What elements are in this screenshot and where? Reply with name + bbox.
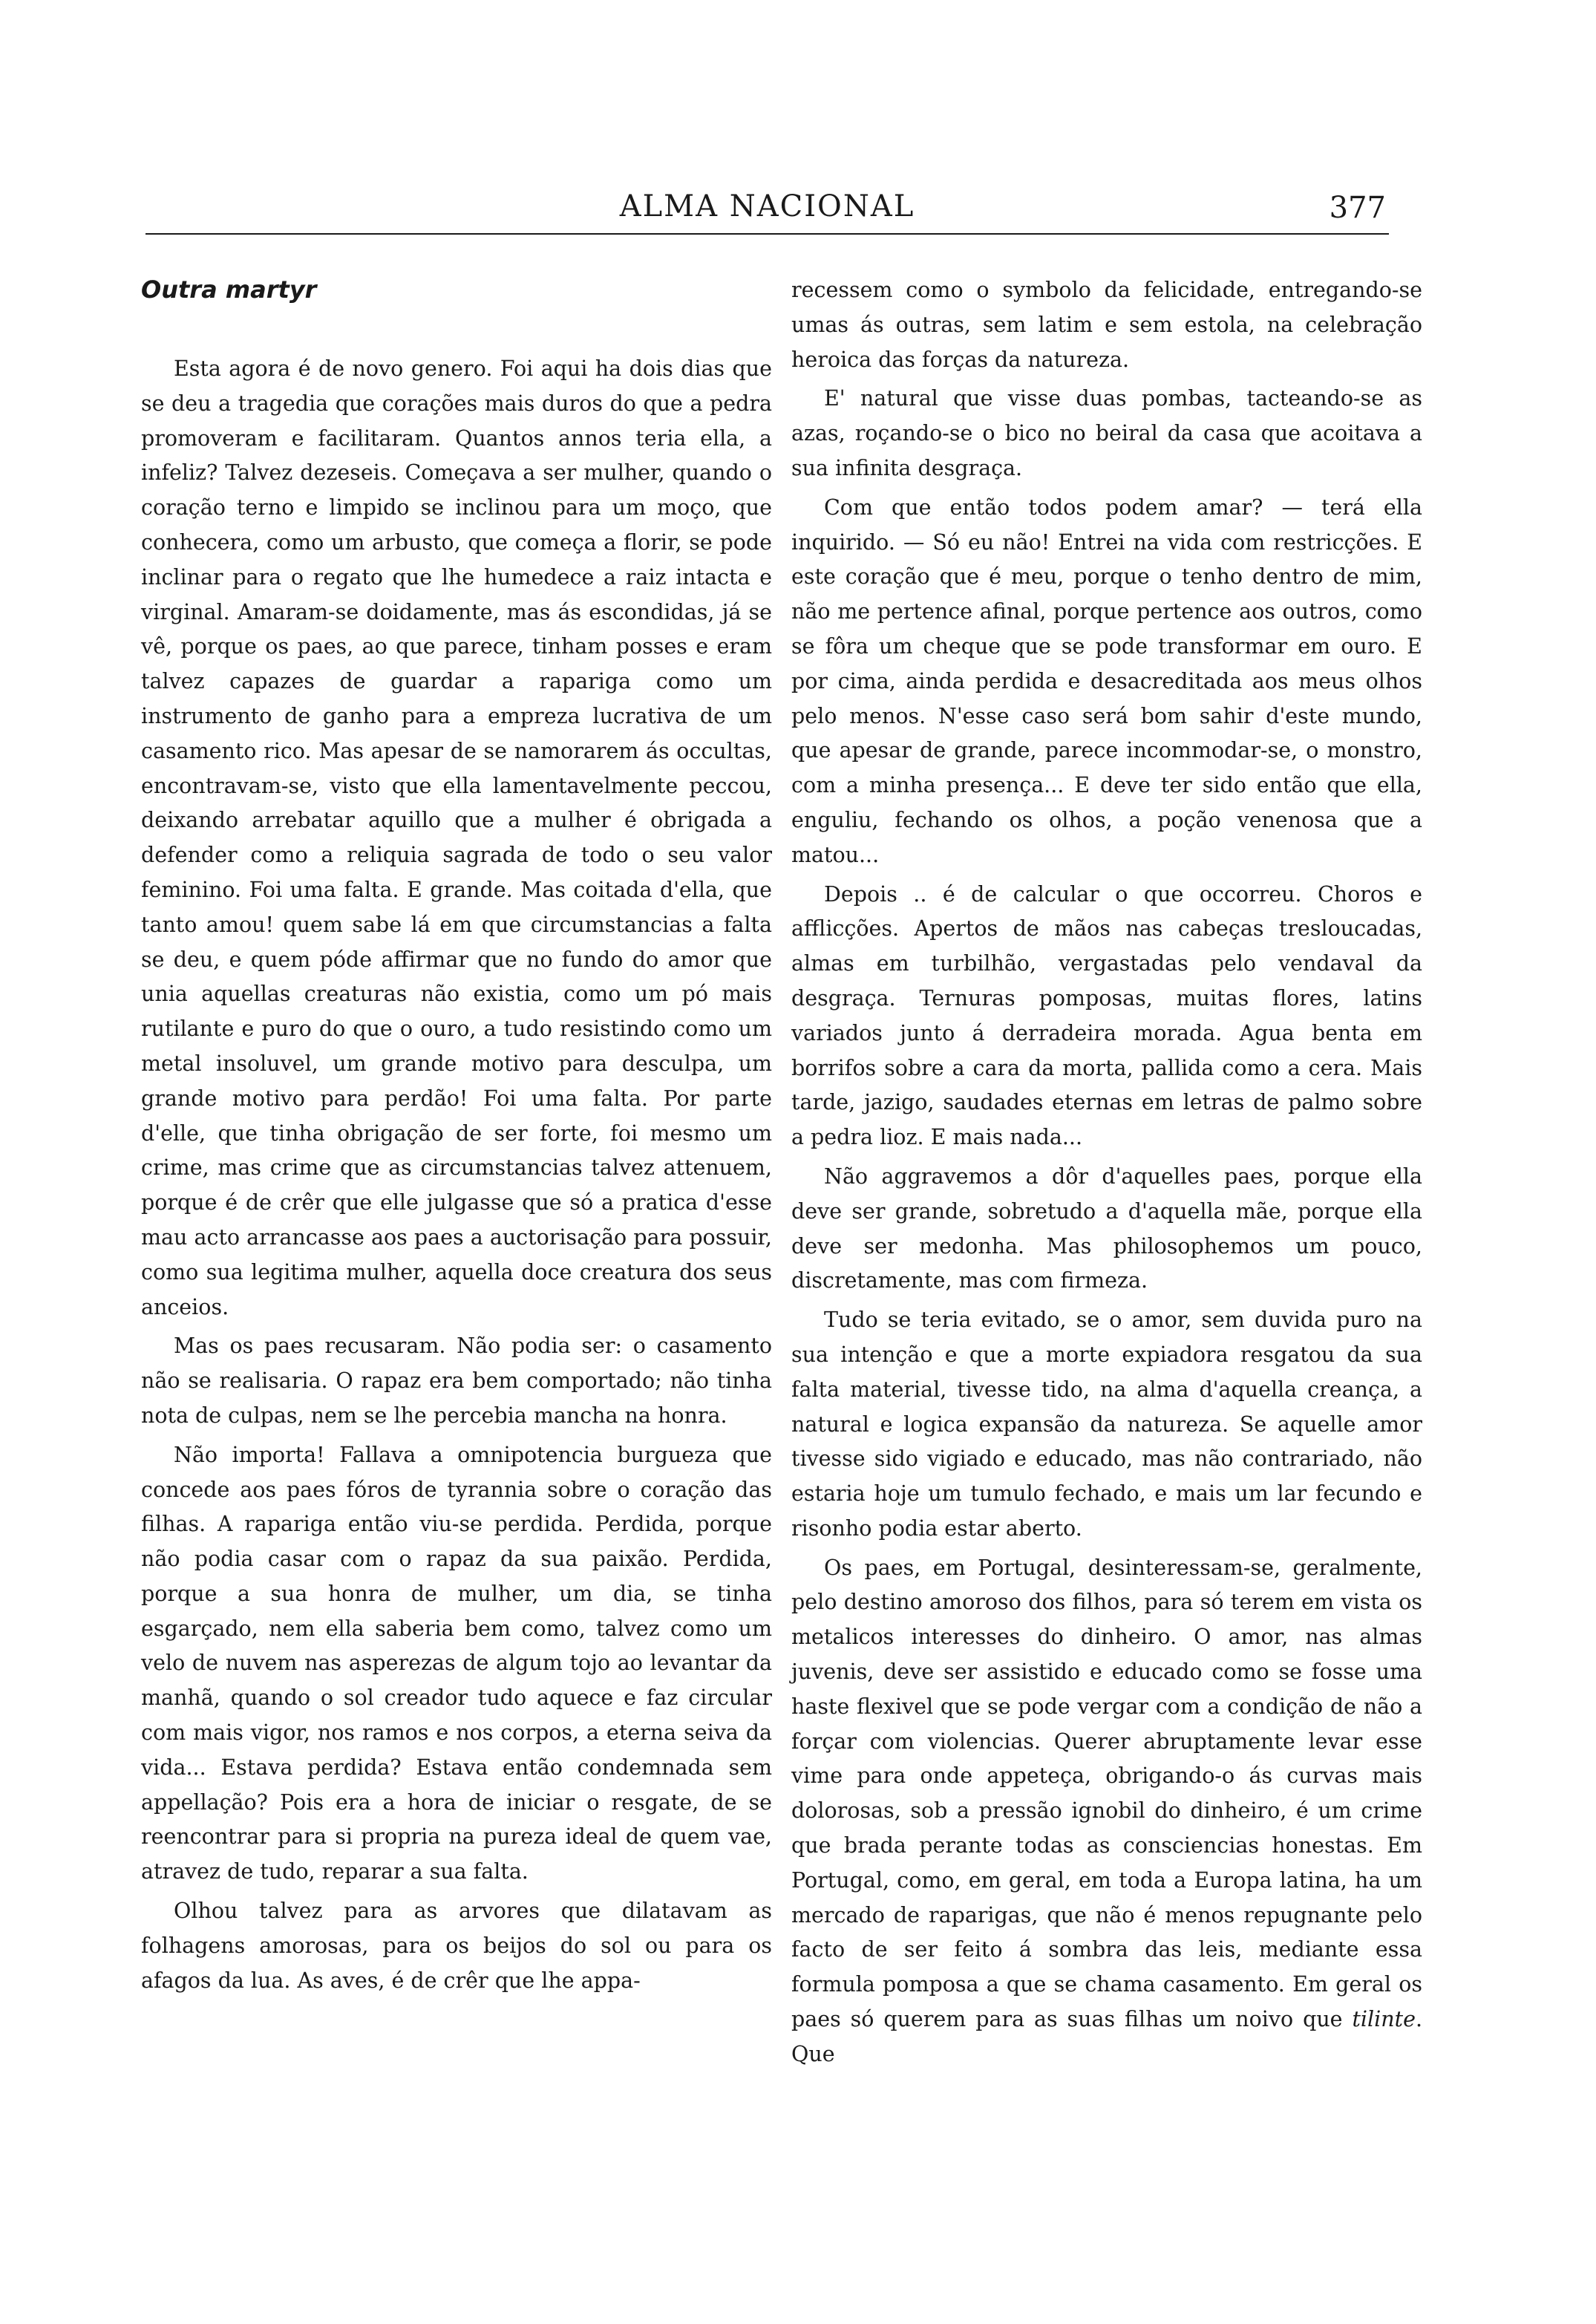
paragraph-final [791, 1551, 1422, 2072]
paragraph: Tudo se teria evitado, se o amor, sem duvida puro na sua intenção e que a morte expiadora resgatou da sua falta material, tivesse tido, na alma d'aquella creança, a natural e logica expansão da natureza. Se aquelle amor tivesse sido vigiado e educado, mas não contrariado, não estaria hoje um tumulo fechado, e mais um lar fecundo e risonho podia estar aberto. [791, 1308, 1422, 1541]
page-number: 377 [1329, 191, 1386, 225]
left-column [141, 273, 772, 1998]
running-head: ALMA NACIONAL [619, 189, 915, 223]
article-title: Outra martyr [141, 275, 317, 304]
header-rule [145, 233, 1389, 235]
paragraph-continuation: recessem como o symbolo da felicidade, entregando-se umas ás outras, sem latim e sem estola, na celebração heroica das forças da natureza. [791, 278, 1422, 372]
paragraph: Mas os paes recusaram. Não podia ser: o casamento não se realisaria. O rapaz era bem comportado; não tinha nota de culpas, nem se lhe percebia mancha na honra. [141, 1334, 772, 1428]
paragraph-tail: . Que [791, 2007, 1423, 2066]
paragraph: Esta agora é de novo genero. Foi aqui ha dois dias que se deu a tragedia que corações mais duros do que a pedra promoveram e facilitaram. Quantos annos teria ella, a infeliz? Talvez dezeseis. Começava a ser mulher, quando o coração terno e limpido se inclinou para um moço, que conhecera, como um arbusto, que começa a florir, se pode inclinar para o regato que lhe humedece a raiz intacta e virginal. Amaram-se doidamente, mas ás escondidas, já se vê, porque os paes, ao que parece, tinham posses e eram talvez capazes de guardar a rapariga como um instrumento de ganho para a empreza lucrativa de um casamento rico. Mas apesar de se namorarem ás occultas, encontravam-se, visto que ella lamentavelmente peccou, deixando arrebatar aquillo que a mulher é obrigada a defender como a reliquia sagrada de todo o seu valor feminino. Foi uma falta. E grande. Mas coitada d'ella, que tanto amou! quem sabe lá em que circumstancias a falta se deu, e quem póde affirmar que no fundo do amor que unia aquellas creaturas não existia, como um pó mais rutilante e puro do que o ouro, a tudo resistindo como um metal insoluvel, um grande motivo para desculpa, um grande motivo para perdão! Foi uma falta. Por parte d'elle, que tinha obrigação de ser forte, foi mesmo um crime, mas crime que as circumstancias talvez attenuem, porque é de crêr que elle julgasse que só a pratica d'esse mau acto arrancasse aos paes a auctorisação para possuir, como sua legitima mulher, aquella doce creatura dos seus anceios. [141, 356, 772, 1319]
paragraph: Olhou talvez para as arvores que dilatavam as folhagens amorosas, para os beijos do sol ou para os afagos da lua. As aves, é de crêr que lhe appa- [141, 1899, 772, 1993]
paragraph-text: Os paes, em Portugal, desinteressam-se, geralmente, pelo destino amoroso dos filhos, para só terem em vista os metalicos interesses do dinheiro. O amor, nas almas juvenis, deve ser assistido e educado como se fosse uma haste flexivel que se pode vergar com a condição de não a forçar com violencias. Querer abruptamente levar esse vime para onde appeteça, obrigando-o ás curvas mais dolorosas, sob a pressão ignobil do dinheiro, é um crime que brada perante todas as consciencias honestas. Em Portugal, como, em geral, em toda a Europa latina, ha um mercado de raparigas, que não é menos repugnante pelo facto de ser feito á sombra das leis, mediante essa formula pomposa a que se chama casamento. Em geral os paes só querem para as suas filhas um noivo que [791, 1555, 1422, 2032]
page-header [145, 189, 1389, 228]
right-column [791, 273, 1422, 2072]
paragraph: Não aggravemos a dôr d'aquelles paes, porque ella deve ser grande, sobretudo a d'aquella mãe, porque ella deve ser medonha. Mas philosophemos um pouco, discretamente, mas com firmeza. [791, 1163, 1422, 1293]
paragraph: Não importa! Fallava a omnipotencia burgueza que concede aos paes fóros de tyrannia sobre o coração das filhas. A rapariga então viu-se perdida. Perdida, porque não podia casar com o rapaz da sua paixão. Perdida, porque a sua honra de mulher, um dia, se tinha esgarçado, nem ella saberia bem como, talvez como um velo de nuvem nas asperezas de algum tojo ao levantar da manhã, quando o sol creador tudo aquece e faz circular com mais vigor, nos ramos e nos corpos, a eterna seiva da vida... Estava perdida? Estava então condemnada sem appellação? Pois era a hora de iniciar o resgate, de se reencontrar para si propria na pureza ideal de quem vae, atravez de tudo, reparar a sua falta. [141, 1442, 772, 1884]
paragraph: Com que então todos podem amar? — terá ella inquirido. — Só eu não! Entrei na vida com restricções. E este coração que é meu, porque o tenho dentro de mim, não me pertence afinal, porque pertence aos outros, como se fôra um cheque que se pode transformar em ouro. E por cima, ainda perdida e desacreditada aos meus olhos pelo menos. N'esse caso será bom sahir d'este mundo, que apesar de grande, parece incommodar-se, o monstro, com a minha presença... E deve ter sido então que ella, enguliu, fechando os olhos, a poção venenosa que a matou... [791, 494, 1422, 867]
paragraph: Depois .. é de calcular o que occorreu. Choros e afflicções. Apertos de mãos nas cabeças tresloucadas, almas em turbilhão, vergastadas pelo vendaval da desgraça. Ternuras pomposas, muitas flores, latins variados junto á derradeira morada. Agua benta em borrifos sobre a cara da morta, pallida como a cera. Mais tarde, jazigo, saudades eternas em letras de palmo sobre a pedra lioz. E mais nada... [791, 881, 1422, 1150]
italic-word: tilinte [1352, 2007, 1416, 2032]
paragraph: E' natural que visse duas pombas, tacteando-se as azas, roçando-se o bico no beiral da casa que acoitava a sua infinita desgraça. [791, 386, 1422, 480]
